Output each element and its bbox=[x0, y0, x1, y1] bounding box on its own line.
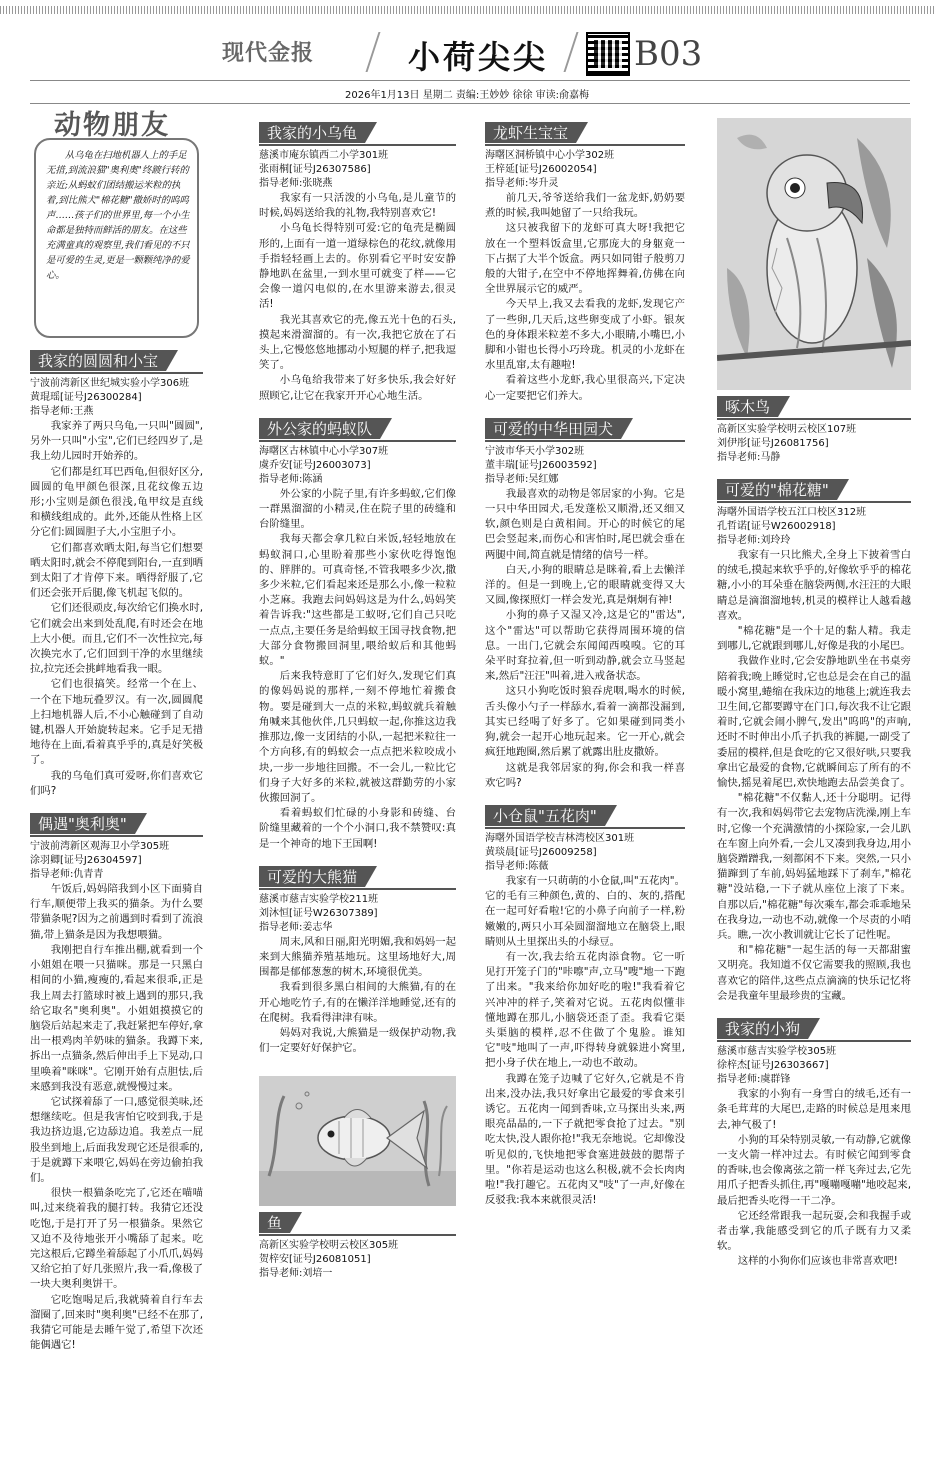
article-paragraph: 看着蚂蚁们忙碌的小身影和砖缝、台阶缝里藏着的一个个小洞口,我不禁赞叹:真是一个神奇的地下王国啊! bbox=[259, 807, 456, 850]
article-teacher: 指导老师:陈薇 bbox=[485, 860, 549, 872]
heading-rule bbox=[259, 888, 456, 890]
banner-intro: 从乌龟在扫地机器人上的手足无措,到流浪猫"奥利奥"终踱行转的亲近;从蚂蚁们团结搬运米粒的执着,到比熊犬"棉花糖"撒娇时的呜呜声……孩子们的世界里,每一个小生命都是独特而鲜活的朋友。在这些充满童真的观察里,我们看见的不只是可爱的生灵,更是一颗颗纯净的爱心。 bbox=[46, 150, 190, 281]
article-paragraph: 后来我特意盯了它们好久,发现它们真的像妈妈说的那样,一刻不停地忙着搬食物。要是碰到大一点的米粒,蚂蚁就兵着触角喊来其他伙伴,几只蚂蚁一起,你推这边我推那边,像一支团结的小队,一起把米粒往一个方向移,有的蚂蚁会一点点把米粒咬成小块,一步一步地往回搬。不一会儿,一粒比它们身子大好多的米粒,就被这群勤劳的小家伙搬回洞了。 bbox=[259, 670, 456, 804]
article-paragraph: 这样的小狗你们应该也非常喜欢吧! bbox=[737, 1255, 898, 1268]
goldfish-image bbox=[259, 1076, 456, 1206]
dateline: 2026年1月13日 星期二 责编:王妙妙 徐徐 审读:俞嘉梅 bbox=[345, 90, 589, 101]
article-school: 慈溪市慈吉实验学校305班 bbox=[717, 1046, 837, 1058]
article-paragraph: 这就是我邻居家的狗,你会和我一样喜欢它吗? bbox=[485, 761, 685, 789]
article-title: 我家的圆圆和小宝 bbox=[30, 350, 166, 371]
article-paragraph: 我蹲在笼子边喊了它好久,它就是不肯出来,没办法,我只好拿出它最爱的零食来引诱它。五花肉一闻到香味,立马探出头来,两眼亮晶晶的,一下子就把零食抢了过去。"别吃太快,没人跟你抢!"我无奈地说。它却像没听见似的,飞快地把零食塞进鼓鼓的腮帮子里。"你若是运动也这么积极,就不会长肉肉啦!"我打趣它。五花肉又"吱"了一声,好像在反驳我:我本来就很灵活! bbox=[485, 1072, 685, 1207]
article-paragraph: 很快一根猫条吃完了,它还在喵喵叫,过来绕着我的腿打转。我猜它还没吃饱,于是打开了另一根猫条。果然它又迫不及待地张开小嘴舔了起来。吃完这根后,它蹲坐着舔起了小爪爪,妈妈又给它拍了好几张照片,我一看,像极了一块大奥利奥饼干。 bbox=[30, 1187, 203, 1291]
bird-painting bbox=[717, 118, 911, 390]
article-school: 慈溪市庵东镇西二小学301班 bbox=[259, 150, 389, 161]
article-teacher: 指导老师:虞群锋 bbox=[717, 1074, 791, 1086]
banner-title: 动物朋友 bbox=[50, 118, 174, 133]
article-paragraph: 看着这些小龙虾,我心里很高兴,下定决心一定要把它们养大。 bbox=[485, 374, 685, 402]
fish-school: 高新区实验学校明云校区305班 bbox=[259, 1240, 399, 1252]
article-paragraph: 今天早上,我又去看我的龙虾,发现它产了一些卵,几天后,这些卵变成了小虾。银灰色的身体跟米粒差不多大,小眼睛,小嘴巴,小脚和小钳也长得小巧玲珑。机灵的小龙虾在水里乱窜,太有趣啦! bbox=[485, 298, 685, 372]
article-author: 刘沐恒[证号W26307389] bbox=[259, 907, 378, 919]
article-paragraph: 我家养了两只乌龟,一只叫"圆圆",另外一只叫"小宝",它们已经四岁了,是我上幼儿园时开始养的。 bbox=[30, 420, 203, 463]
article-paragraph: "棉花糖"是一个十足的黏人精。我走到哪儿,它就跟到哪儿,好像是我的小尾巴。 bbox=[717, 625, 911, 653]
article-paragraph: 我家的小狗有一身雪白的绒毛,还有一条毛茸茸的大尾巴,走路的时候总是甩来甩去,神气极了! bbox=[717, 1088, 911, 1131]
column-3 bbox=[485, 118, 685, 1218]
masthead bbox=[0, 14, 934, 76]
article-paragraph: 我光其喜欢它的壳,像五光十色的石头,摸起来滑溜溜的。有一次,我把它放在了石头上,它慢悠悠地挪动小短腿的样子,把我逗笑了。 bbox=[259, 313, 456, 372]
top-rule bbox=[0, 6, 934, 14]
qr-code-icon bbox=[586, 32, 630, 76]
article-title: 可爱的中华田园犬 bbox=[485, 418, 621, 439]
newspaper-name: 现代金报 bbox=[222, 40, 315, 66]
article-a10 bbox=[717, 1014, 911, 1279]
article-school: 海曙区洞桥镇中心小学302班 bbox=[485, 150, 615, 161]
article-a1 bbox=[30, 346, 203, 809]
article-teacher: 指导老师:陈涵 bbox=[259, 473, 323, 485]
article-paragraph: 它还经常跟我一起玩耍,会和我握手或者击掌,我能感受到它的爪子既有力又柔软。 bbox=[717, 1209, 911, 1253]
column-2 bbox=[259, 118, 456, 1281]
article-paragraph: "棉花糖"不仅黏人,还十分聪明。记得有一次,我和妈妈带它去宠物店洗澡,刚上车时,它像一个充满激情的小探险家,一会儿趴在车窗上向外看,一会儿又凑到我身边,用小脑袋蹭蹭我,一刻都闲不下来。突然,一只小猫蹿到了车前,妈妈猛地踩下了刹车,"棉花糖"没站稳,一下子就从座位上滚了下来。自那以后,"棉花糖"每次乘车,都会乖乖地呆在我身边,一动也不动,就像一个尽责的小哨兵。瞧,一次小教训就让它长了记性呢。 bbox=[717, 792, 911, 942]
bird-author: 刘伊彤[证号J26081756] bbox=[717, 438, 829, 449]
article-teacher: 指导老师:姜志华 bbox=[259, 921, 333, 933]
divider-slash bbox=[366, 32, 381, 72]
article-paragraph: 它试探着舔了一口,感觉很美味,还想继续吃。但是我害怕它咬到我,于是我边挤边退,它边舔边追。我差点一屁股坐到地上,后面我发现它还是很乖的,于是就蹲下来喂它,妈妈在旁边偷拍我们。 bbox=[30, 1095, 203, 1184]
column-4 bbox=[717, 118, 911, 1280]
article-paragraph: 它们都喜欢晒太阳,每当它们想要晒太阳时,就会不停爬到阳台,一直到晒到太阳了才肯停下来。晒得舒服了,它们还会张开后腿,像飞机起飞似的。 bbox=[30, 541, 203, 600]
article-paragraph: 我家有一只萌萌的小仓鼠,叫"五花肉"。它的毛有三种颜色,黄的、白的、灰的,搭配在一起可好看啦!它的小鼻子向前子一样,粉嫩嫩的,两只小耳朵圆溜溜地立在脑袋上,眼睛则从土里探出头的小绿豆。 bbox=[485, 874, 685, 948]
bird-school: 高新区实验学校明云校区107班 bbox=[717, 424, 857, 435]
article-title: 可爱的"棉花糖" bbox=[717, 479, 837, 500]
article-author: 张雨桐[证号J26307586] bbox=[259, 164, 371, 175]
article-paragraph: 小乌龟给我带来了好多快乐,我会好好照顾它,让它在我家开开心心地生活。 bbox=[259, 374, 456, 402]
article-paragraph: 它吃饱喝足后,我就骑着自行车去溜圈了,回来时"奥利奥"已经不在那了,我猜它可能是去睡午觉了,希望下次还能偶遇它! bbox=[30, 1293, 203, 1352]
article-school: 海曙区古林镇中心小学307班 bbox=[259, 445, 389, 457]
page-number: B03 bbox=[634, 34, 703, 74]
article-school: 海曙外国语学校五江口校区312班 bbox=[717, 507, 867, 518]
article-author: 虞乔安[证号J26003073] bbox=[259, 459, 371, 471]
article-school: 宁波前湾新区世纪城实验小学306班 bbox=[30, 378, 190, 389]
article-teacher: 指导老师:张晓燕 bbox=[259, 178, 333, 189]
article-author: 涂羽卿[证号J26304597] bbox=[30, 855, 142, 867]
heading-rule bbox=[485, 827, 685, 829]
heading-rule bbox=[717, 1040, 911, 1042]
bird-caption: 啄木鸟 bbox=[717, 396, 778, 417]
article-paragraph: 小乌龟长得特别可爱:它的龟壳是椭圆形的,上面有一道一道绿棕色的花纹,就像用手指轻轻画上去的。你别看它平时安安静静地趴在盆里,一到水里可就变了样——它会像一道闪电似的,在水里游来游去,很灵活! bbox=[259, 222, 456, 311]
article-a2 bbox=[30, 809, 203, 1363]
heading-rule bbox=[485, 440, 685, 442]
article-paragraph: 我刚把自行车推出棚,就看到一个小姐姐在喂一只猫咪。那是一只黑白相间的小猫,瘦瘦的,看起来很乖,正是我上周去打篮球时被上遇到的那只,我给它取名"奥利奥"。小姐姐摸摸它的脑袋后站起来走了,我赶紧把车停好,拿出一根鸡肉羊奶味的猫条。我蹲下来,拆出一点猫条,然后伸出手上下晃动,口里唤着"咪咪"。它刚开始有点胆怯,后来感到我没有恶意,就慢慢过来。 bbox=[30, 943, 203, 1093]
article-a9 bbox=[717, 475, 911, 1014]
article-paragraph: 我看到很多黑白相间的大熊猫,有的在开心地吃竹子,有的在懒洋洋地睡觉,还有的在爬树。我看得津津有味。 bbox=[259, 981, 456, 1024]
heading-rule bbox=[259, 440, 456, 442]
article-school: 宁波前湾新区观海卫小学305班 bbox=[30, 841, 170, 853]
bird-image bbox=[717, 118, 911, 390]
article-paragraph: 午饭后,妈妈陪我到小区下面骑自行车,顺便带上我买的猫条。为什么要带猫条呢?因为之前遇到时看到了流浪猫,带上猫条是因为我想喂猫。 bbox=[30, 883, 203, 941]
dateline-rule bbox=[30, 103, 910, 104]
heading-rule bbox=[259, 144, 456, 146]
article-teacher: 指导老师:刘玲玲 bbox=[717, 535, 791, 546]
article-school: 宁波市华天小学302班 bbox=[485, 445, 585, 457]
article-paragraph: 小狗的鼻子又湿又冷,这是它的"雷达",这个"雷达"可以帮助它获得周围环境的信息。一出门,它就会东闻闻西嗅嗅。它的耳朵平时耷拉着,但一听到动静,就会立马竖起来,然后"汪汪"叫着,进入戒备状态。 bbox=[485, 609, 685, 683]
goldfish-painting bbox=[259, 1076, 456, 1206]
article-paragraph: 前几天,爷爷送给我们一盆龙虾,奶奶要煮的时候,我叫她留了一只给我玩。 bbox=[485, 192, 685, 220]
article-title: 小仓鼠"五花肉" bbox=[485, 805, 605, 826]
article-title: 龙虾生宝宝 bbox=[485, 122, 576, 143]
article-paragraph: 我最喜欢的动物是邻居家的小狗。它是一只中华田园犬,毛发蓬松又顺滑,还又细又软,颜色则是白黄相间。开心的时候它的尾巴会竖起来,而伤心和害怕时,尾巴就会垂在两腿中间,简直就是情绪的信号一样。 bbox=[485, 487, 685, 561]
article-paragraph: 有一次,我去给五花肉添食物。它一听见打开笼子门的"咔嚓"声,立马"嗖"地一下跑了出来。"我来给你加好吃的啦!"我看着它兴冲冲的样子,笑着对它说。五花肉似懂非懂地蹲在那儿,小脑袋还歪了歪。我看它渠头渠脑的模样,忍不住做了个鬼脸。谁知它"吱"地叫了一声,吓得转身就躲进小窝里,把小身子伏在地上,一动也不敢动。 bbox=[485, 950, 685, 1070]
article-title: 外公家的蚂蚁队 bbox=[259, 418, 380, 439]
article-author: 黄琨瑶[证号J26300284] bbox=[30, 392, 142, 403]
article-paragraph: 周末,风和日丽,阳光明媚,我和妈妈一起来到大熊猫养殖基地玩。这里场地好大,周围都是郁郁葱葱的树木,环境很优美。 bbox=[259, 935, 456, 979]
fish-author: 贺梓安[证号J26081051] bbox=[259, 1254, 371, 1266]
article-author: 董丰瑞[证号J26003592] bbox=[485, 459, 597, 471]
article-title: 可爱的大熊猫 bbox=[259, 866, 365, 887]
article-author: 徐梓杰[证号J26303667] bbox=[717, 1060, 829, 1072]
topic-banner bbox=[30, 110, 203, 328]
divider-slash bbox=[564, 32, 579, 72]
heading-rule bbox=[717, 501, 911, 503]
section-title: 小荷尖尖 bbox=[408, 38, 549, 76]
article-paragraph: 外公家的小院子里,有许多蚂蚁,它们像一群黑溜溜的小精灵,住在院子里的砖缝和台阶缝里。 bbox=[259, 487, 456, 531]
article-paragraph: 小狗的耳朵特别灵敏,一有动静,它就像一支火箭一样冲过去。有时候它闻到零食的香味,也会像离弦之箭一样飞奔过去,它先用爪子把香头抓住,再"嘎嘣嘎嘣"地咬起来,最后把香头吃得一干二净。 bbox=[717, 1133, 911, 1207]
article-author: 黄琰晨[证号J26009258] bbox=[485, 846, 597, 858]
article-school: 海曙外国语学校吉林湾校区301班 bbox=[485, 832, 635, 844]
article-a6 bbox=[485, 118, 685, 414]
heading-rule bbox=[717, 418, 911, 420]
heading-rule bbox=[30, 835, 203, 837]
article-teacher: 指导老师:仇青青 bbox=[30, 869, 104, 881]
article-a8 bbox=[485, 801, 685, 1218]
article-teacher: 指导老师:王燕 bbox=[30, 406, 94, 417]
article-teacher: 指导老师:吴红娜 bbox=[485, 473, 559, 485]
fish-caption: 鱼 bbox=[259, 1212, 290, 1233]
article-a3 bbox=[259, 118, 456, 414]
article-paragraph: 我的乌龟们真可爱呀,你们喜欢它们吗? bbox=[30, 769, 203, 797]
article-paragraph: 它们都是红耳巴西龟,但很好区分,圆圆的龟甲颜色很深,且花纹像五边形;小宝则是颜色很浅,龟甲纹是直线和横线组成的。此外,还能从性格上区分它们:圆圆胆子大,小宝胆子小。 bbox=[30, 465, 203, 539]
article-paragraph: 它们也很搞笑。经常一个在上、一个在下地玩叠罗汉。有一次,圆圆爬上扫地机器人后,不小心触碰到了自动键,机器人开始旋转起来。它手足无措地待在上面,看着真乎乎的,真是好笑极了。 bbox=[30, 678, 203, 767]
article-title: 我家的小狗 bbox=[717, 1018, 808, 1039]
heading-rule bbox=[30, 372, 203, 374]
heading-rule bbox=[259, 1234, 456, 1236]
article-school: 慈溪市慈吉实验学校211班 bbox=[259, 893, 379, 905]
article-a7 bbox=[485, 414, 685, 801]
heading-rule bbox=[485, 144, 685, 146]
article-paragraph: 它们还很顽皮,每次给它们换水时,它们就会出来到处乱爬,有时还会在地上大小便。而且,它们不一次性拉完,每次换完水了,它们回到干净的水里继续拉,拉完还会挑衅地看我一眼。 bbox=[30, 602, 203, 676]
column-1 bbox=[30, 110, 203, 1363]
article-a4 bbox=[259, 414, 456, 862]
article-title: 我家的小乌龟 bbox=[259, 122, 365, 143]
article-paragraph: 我家有一只比熊犬,全身上下披着雪白的绒毛,摸起来软乎乎的,好像软乎乎的棉花糖,小小的耳朵垂在脑袋两侧,水汪汪的大眼睛总是滴溜溜地转,机灵的模样让人越看越喜欢。 bbox=[717, 549, 911, 622]
article-paragraph: 我家有一只活泼的小乌龟,是儿童节的时候,妈妈送给我的礼物,我特别喜欢它! bbox=[259, 192, 456, 220]
article-paragraph: 我每天都会拿几粒白米饭,轻轻地放在蚂蚁洞口,心里盼着那些小家伙吃得饱饱的、胖胖的。可真奇怪,不管我喂多少次,撒多少米粒,它们看起来还是那么小,像一粒粒小芝麻。我跑去问妈妈这是为什么,妈妈笑着告诉我:"这些都是工蚁呀,它们自己只吃一点点,主要任务是给蚂蚁王国寻找食物,把大部分食物搬回洞里,喂给蚁后和其他蚂蚁。" bbox=[259, 533, 456, 668]
header-rule bbox=[30, 80, 910, 81]
article-paragraph: 妈妈对我说,大熊猫是一级保护动物,我们一定要好好保护它。 bbox=[259, 1026, 456, 1055]
article-author: 王梓延[证号J26002054] bbox=[485, 164, 597, 175]
article-paragraph: 这只被我留下的龙虾可真大呀!我把它放在一个塑料饭盒里,它那庞大的身躯竟一下占据了大半个饭盒。两只如同钳子般剪刀般的大钳子,在空中不停地挥舞着,仿佛在向全世界展示它的威严。 bbox=[485, 222, 685, 296]
article-title: 偶遇"奥利奥" bbox=[30, 813, 135, 834]
bird-teacher: 指导老师:马静 bbox=[717, 452, 781, 463]
fish-teacher: 指导老师:刘培一 bbox=[259, 1268, 333, 1280]
article-teacher: 指导老师:岑升灵 bbox=[485, 178, 559, 189]
article-paragraph: 这只小狗吃饭时狼吞虎咽,喝水的时候,舌头像小勺子一样舔水,看着一滴都没漏到,其实已经喝了好多了。它如果碰到同类小狗,就会一起开心地玩起来。它一开心,就会疯狂地跑圈,然后累了就露出肚皮撒娇。 bbox=[485, 685, 685, 759]
article-a5 bbox=[259, 862, 456, 1067]
article-paragraph: 和"棉花糖"一起生活的每一天都甜蜜又明亮。我知道不仅它需要我的照顾,我也喜欢它的陪伴,这些点点滴滴的快乐记忆将会是我童年里最珍贵的宝藏。 bbox=[717, 944, 911, 1002]
article-paragraph: 我做作业时,它会安静地趴坐在书桌旁陪着我;晚上睡觉时,它也总是会在自己的温暖小窝里,蜷缩在我床边的地毯上;就连我去卫生间,它都要蹲守在门口,每次我不让它跟着时,它就会闹小脾气,发出"呜呜"的声响,还时不时伸出小爪子扒我的裤腿,一副受了委屈的模样,但是食吃的它又很好哄,只要我拿出它最爱的食物,它就瞬间忘了所有的不愉快,摇晃着尾巴,欢快地跑去品尝美食了。 bbox=[717, 655, 911, 790]
article-author: 孔哲诺[证号W26002918] bbox=[717, 521, 836, 532]
article-paragraph: 白天,小狗的眼睛总是眯着,看上去懒洋洋的。但是一到晚上,它的眼睛就变得又大又圆,像探照灯一样会发光,真是炯炯有神! bbox=[485, 563, 685, 607]
